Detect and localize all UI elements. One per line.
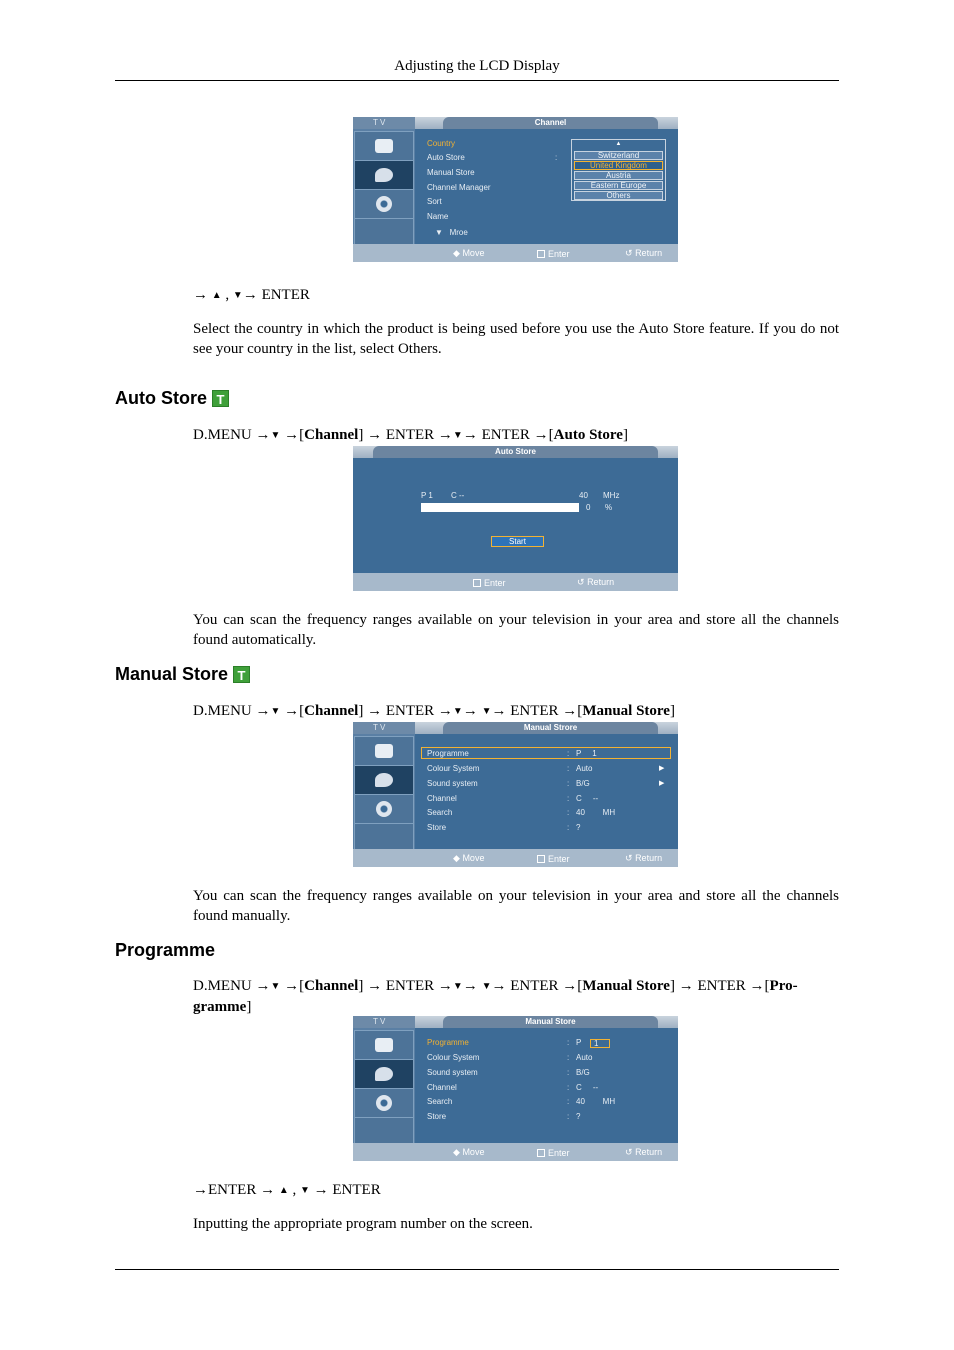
dropdown-option[interactable]: Others: [574, 191, 663, 200]
programme-value: P 1: [421, 491, 433, 500]
osd-title: Manual Store: [443, 1016, 658, 1028]
down-arrow-icon: ▼: [481, 981, 492, 992]
footer-rule: [115, 1269, 839, 1270]
menu-item-programme[interactable]: Programme: [427, 1038, 469, 1047]
frequency-value: 40: [579, 491, 588, 500]
move-hint: ◆ Move: [453, 1147, 485, 1157]
search-value: 40 MH: [576, 1097, 616, 1106]
header-rule: [115, 80, 839, 81]
menu-item-programme[interactable]: Programme: [427, 749, 469, 758]
percent-unit: %: [605, 503, 613, 512]
osd-tv-label: T V: [353, 117, 415, 129]
search-value: 40 MH: [576, 808, 616, 817]
manual-store-osd-screen: [353, 722, 678, 867]
up-arrow-icon: ▲: [211, 290, 222, 301]
channel-value: C --: [576, 794, 599, 803]
dropdown-option[interactable]: Switzerland: [574, 151, 663, 160]
osd-tv-label: T V: [353, 1016, 415, 1028]
manual-store-description: You can scan the frequency ranges available on your television in your area and store all the channels found manually.: [193, 888, 839, 924]
osd-title: Auto Store: [373, 446, 658, 458]
down-arrow-icon: ▼: [481, 706, 492, 717]
enter-icon: [537, 250, 545, 258]
frequency-unit: MHz: [603, 491, 620, 500]
menu-item-search[interactable]: Search: [427, 1097, 453, 1106]
programme-value: P 1: [576, 749, 597, 758]
return-icon: ↺: [625, 1147, 633, 1157]
up-arrow-icon: ▲: [278, 1185, 289, 1196]
gear-icon: [376, 801, 392, 817]
colon: :: [567, 1038, 570, 1047]
auto-store-nav-text: D.MENU →▼ →[Channel] → ENTER →▼→ ENTER →[Auto Store]: [193, 427, 628, 443]
auto-store-heading: Auto Store T: [115, 388, 229, 409]
return-hint: ↺ Return: [625, 853, 663, 863]
osd-title-bar: [353, 722, 678, 734]
enter-icon: [537, 855, 545, 863]
colon: :: [555, 153, 558, 162]
channel-menu-button[interactable]: [354, 160, 414, 190]
scan-progress-bar: [421, 503, 579, 512]
enter-icon: [473, 579, 481, 587]
programme-nav-text: D.MENU →▼ →[Channel] → ENTER →▼→ ▼→ ENTER →[Manual Store] → ENTER →[Pro- gramme]: [193, 978, 798, 1015]
page-header-title: Adjusting the LCD Display: [394, 58, 560, 74]
return-icon: ↺: [577, 577, 585, 587]
country-dropdown[interactable]: [571, 139, 666, 201]
osd-hint-bar: [353, 244, 678, 262]
manual-store-heading: Manual Store T: [115, 664, 250, 685]
auto-store-description: You can scan the frequency ranges available on your television in your area and store all the channels found automatically.: [193, 612, 839, 648]
down-arrow-icon: ▼: [232, 290, 243, 301]
move-hint: ◆ Move: [453, 248, 485, 258]
colon: :: [567, 1112, 570, 1121]
chevron-right-icon[interactable]: ▶: [659, 780, 665, 787]
enter-hint: Enter: [537, 854, 570, 864]
enter-hint: Enter: [473, 578, 506, 588]
osd-title-bar: [353, 1016, 678, 1028]
country-nav-text: → ▲ , ▼→ ENTER: [193, 287, 310, 303]
input-icon: [375, 744, 393, 758]
input-menu-button[interactable]: [354, 1030, 414, 1060]
return-hint: ↺ Return: [625, 248, 663, 258]
colon: :: [567, 1097, 570, 1106]
programme-osd-screen: [353, 1016, 678, 1161]
menu-item-name[interactable]: Name: [427, 212, 449, 221]
return-icon: ↺: [625, 853, 633, 863]
percent-value: 0: [586, 503, 591, 512]
colour-system-value: Auto: [576, 764, 593, 773]
menu-item-auto-store[interactable]: Auto Store: [427, 153, 465, 162]
osd-sidebar: [353, 129, 415, 244]
channel-menu-button[interactable]: [354, 1059, 414, 1089]
move-hint: ◆ Move: [453, 853, 485, 863]
colon: :: [567, 794, 570, 803]
more-label: Mroe: [449, 228, 468, 237]
sound-system-value: B/G: [576, 1068, 590, 1077]
dropdown-option-selected[interactable]: United Kingdom: [574, 161, 663, 170]
osd-sidebar: [353, 734, 415, 849]
country-osd-screen: [353, 117, 678, 262]
programme-heading: Programme: [115, 940, 216, 960]
osd-sidebar: [353, 1028, 415, 1143]
menu-item-channel[interactable]: Channel: [427, 794, 457, 803]
down-arrow-icon: ▼: [452, 981, 463, 992]
programme-number-input[interactable]: 1: [590, 1039, 610, 1048]
colon: :: [567, 764, 570, 773]
programme-prefix: P: [576, 1038, 582, 1047]
menu-item-store[interactable]: Store: [427, 823, 447, 832]
return-hint: ↺ Return: [625, 1147, 663, 1157]
menu-item-more[interactable]: [435, 228, 468, 237]
menu-item-channel[interactable]: Channel: [427, 1083, 457, 1092]
menu-item-country[interactable]: Country: [427, 139, 456, 148]
store-value: ?: [576, 1112, 581, 1121]
input-icon: [375, 139, 393, 153]
menu-item-colour-system[interactable]: Colour System: [427, 764, 480, 773]
colon: :: [567, 1068, 570, 1077]
auto-store-osd-screen: [353, 446, 678, 591]
menu-item-manual-store[interactable]: Manual Store: [427, 168, 475, 177]
colon: :: [567, 749, 570, 758]
osd-hint-bar: [353, 849, 678, 867]
down-arrow-icon: ▼: [452, 706, 463, 717]
channel-menu-button[interactable]: [354, 765, 414, 795]
colon: :: [567, 823, 570, 832]
menu-item-channel-manager[interactable]: Channel Manager: [427, 183, 491, 192]
input-icon: [375, 1038, 393, 1052]
osd-title: Manual Strore: [443, 722, 658, 734]
setup-menu-button[interactable]: [354, 794, 414, 824]
manual-store-nav-text: D.MENU →▼ →[Channel] → ENTER →▼→ ▼→ ENTER →[Manual Store]: [193, 703, 675, 719]
colon: :: [567, 779, 570, 788]
enter-hint: Enter: [537, 249, 570, 259]
more-down-arrow-icon: ▼: [435, 228, 443, 237]
input-menu-button[interactable]: [354, 736, 414, 766]
chevron-right-icon[interactable]: ▶: [659, 765, 665, 772]
down-arrow-icon: ▼: [270, 430, 281, 441]
down-arrow-icon: ▼: [270, 706, 281, 717]
satellite-dish-icon: [375, 1067, 393, 1081]
osd-tv-label: T V: [353, 722, 415, 734]
menu-item-sound-system[interactable]: Sound system: [427, 1068, 478, 1077]
dropdown-option[interactable]: Eastern Europe: [574, 181, 663, 190]
setup-menu-button[interactable]: [354, 1088, 414, 1118]
updown-icon: ◆: [453, 853, 460, 863]
down-arrow-icon: ▼: [452, 430, 463, 441]
return-icon: ↺: [625, 248, 633, 258]
gear-icon: [376, 1095, 392, 1111]
tv-badge-icon: T: [233, 666, 250, 683]
enter-hint: Enter: [537, 1148, 570, 1158]
programme-nav2-text: →ENTER → ▲ , ▼ → ENTER: [193, 1182, 381, 1198]
colon: :: [567, 1053, 570, 1062]
osd-title-bar: [353, 446, 678, 458]
sound-system-value: B/G: [576, 779, 590, 788]
osd-title-bar: [353, 117, 678, 129]
down-arrow-icon: ▼: [270, 981, 281, 992]
colon: :: [567, 808, 570, 817]
start-button[interactable]: Start: [491, 536, 544, 547]
osd-hint-bar: [353, 1143, 678, 1161]
updown-icon: ◆: [453, 248, 460, 258]
tv-badge-icon: T: [212, 390, 229, 407]
menu-item-sound-system[interactable]: Sound system: [427, 779, 478, 788]
country-description: Select the country in which the product is being used before you use the Auto Store feature. If you do not see your country in the list, select Others.: [193, 321, 839, 357]
osd-hint-bar: [353, 573, 678, 591]
channel-value: C --: [576, 1083, 599, 1092]
store-value: ?: [576, 823, 581, 832]
channel-value: C --: [451, 491, 465, 500]
return-hint: ↺ Return: [577, 577, 615, 587]
menu-item-store[interactable]: Store: [427, 1112, 447, 1121]
osd-title: Channel: [443, 117, 658, 129]
menu-item-sort[interactable]: Sort: [427, 197, 442, 206]
input-menu-button[interactable]: [354, 131, 414, 161]
menu-item-search[interactable]: Search: [427, 808, 453, 817]
updown-icon: ◆: [453, 1147, 460, 1157]
colour-system-value: Auto: [576, 1053, 593, 1062]
dropdown-up-arrow-icon[interactable]: ▲: [615, 141, 622, 147]
dropdown-option[interactable]: Austria: [574, 171, 663, 180]
menu-item-colour-system[interactable]: Colour System: [427, 1053, 480, 1062]
enter-icon: [537, 1149, 545, 1157]
colon: :: [567, 1083, 570, 1092]
down-arrow-icon: ▼: [299, 1185, 310, 1196]
setup-menu-button[interactable]: [354, 189, 414, 219]
satellite-dish-icon: [375, 168, 393, 182]
gear-icon: [376, 196, 392, 212]
satellite-dish-icon: [375, 773, 393, 787]
programme-description: Inputting the appropriate program number on the screen.: [193, 1216, 533, 1232]
